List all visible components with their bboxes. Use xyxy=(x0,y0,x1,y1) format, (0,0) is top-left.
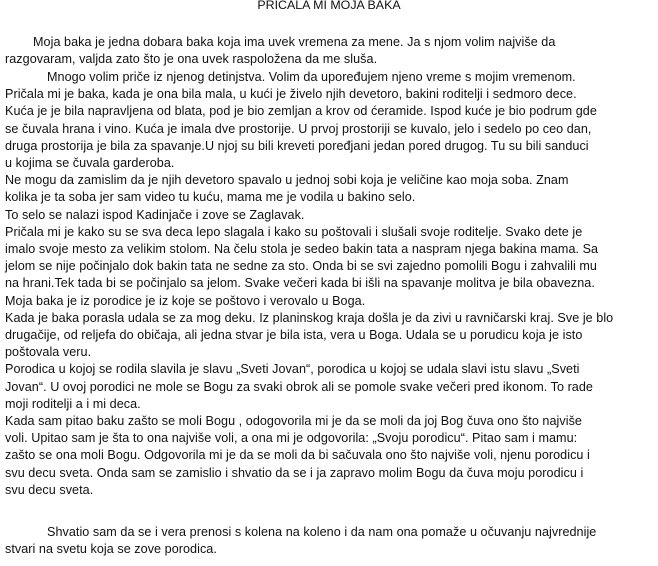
paragraph-story xyxy=(5,69,655,499)
text-line: imalo svoje mesto za velikim stolom. Na čelu stola je sedeo bakin tata a naspram njega bakina mama. Sa xyxy=(5,242,599,257)
text-line: voli. Upitao sam je šta to ona najviše voli, a ona mi je odgovorila: „Svoju porodicu“. Pitao sam i mamu: xyxy=(5,431,578,446)
text-line: Kada je baka porasla udala se za mog deku. Iz planinskog kraja došla je da zivi u ravničarski kraj. Sve je blo xyxy=(5,310,614,325)
text-line: u kojima se čuvala garderoba. xyxy=(5,156,175,171)
text-line: drugačije, od reljefa do običaja, ali jedna stvar je bila ista, vera u Boga. Udala se u porudicu koja je isto xyxy=(5,328,583,343)
text-line: zašto se ona moli Bogu. Odgovorila mi je da se moli da bi sačuvala ono što najviše voli, njenu porodicu i xyxy=(5,448,590,463)
text-line: Kada sam pitao baku zašto se moli Bogu , odogovorila mi je da se moli da joj Bog čuva ono što najviše xyxy=(5,414,582,429)
text-line: Pričala mi je baka, kada je ona bila mala, u kući je živelo njih devetoro, bakini roditelji i sedmoro dece. xyxy=(5,87,577,102)
text-line: Pričala mi je kako su se sva deca lepo slagala i kako su poštovali i slušali svoje roditelje. Svako dete je xyxy=(5,224,583,239)
text-line: svu decu sveta. xyxy=(5,482,94,497)
text-line: Jovan“. U ovoj porodici ne mole se Bogu za svaki obrok ali se pomole svake večeri pred ikonom. To rade xyxy=(5,379,593,394)
text-line: kolika je ta soba jer sam video tu kuću, mama me je vodila u bakino selo. xyxy=(5,190,416,205)
paragraph-intro xyxy=(5,34,655,68)
text-line: stvari na svetu koja se zove porodica. xyxy=(5,542,217,557)
text-line: Ne mogu da zamislim da je njih devetoro spavalo u jednoj sobi koja je veličine kao moja soba. Znam xyxy=(5,173,569,188)
text-line: Shvatio sam da se i vera prenosi s kolena na koleno i da nam ona pomaže u očuvanju najvrednije xyxy=(47,525,597,539)
text-line: na hrani.Tek tada bi se počinjalo sa jelom. Svake večeri kada bi išli na spavanje molitva je bila obavezna. xyxy=(5,276,595,291)
text-line: razgovaram, valjda zato što je ona uvek raspoložena da me sluša. xyxy=(5,52,378,67)
text-line: moji roditelji a i mi deca. xyxy=(5,396,141,411)
text-line: Porodica u kojoj se rodila slavila je slavu „Sveti Jovan“, porodica u kojoj se udala slavi istu slavu „Sveti xyxy=(5,362,580,377)
text-line: se čuvala hrana i vino. Kuća je imala dve prostorije. U prvoj prostoriji se kuvalo, jelo i sedelo po ceo dan, xyxy=(5,121,592,136)
text-line: svu decu sveta. Onda sam se zamislio i shvatio da se i ja zapravo molim Bogu da čuva moju porodicu i xyxy=(5,465,584,480)
text-line: poštovala veru. xyxy=(5,345,92,360)
text-line: jelom se nije počinjalo dok bakin tata ne sedne za sto. Onda bi se svi zajedno pomolili Bogu i zahvalili mu xyxy=(5,259,597,274)
text-line: Moja baka je iz porodice je iz koje se poštovo i verovalo u Boga. xyxy=(5,293,366,308)
text-line: Kuća je je bila napravljena od blata, pod je bio zemljan a krov od ćeramide. Ispod kuće je bio podrum gde xyxy=(5,104,597,119)
text-line: Mnogo volim priče iz njenog detinjstva. Volim da upoređujem njeno vreme s mojim vremenom. xyxy=(47,70,576,84)
text-line: druga prostorija je bila za spavanje.U njoj su bili kreveti poređjani jedan pored drugog. Tu su bili sanduci xyxy=(5,138,589,153)
paragraph-conclusion xyxy=(5,524,655,558)
document-title: PRICALA MI MOJA BAKA xyxy=(257,0,401,12)
text-line: To selo se nalazi ispod Kadinjače i zove se Zaglavak. xyxy=(5,207,305,222)
text-line: Moja baka je jedna dobara baka koja ima uvek vremena za mene. Ja s njom volim najviše da xyxy=(33,35,556,49)
